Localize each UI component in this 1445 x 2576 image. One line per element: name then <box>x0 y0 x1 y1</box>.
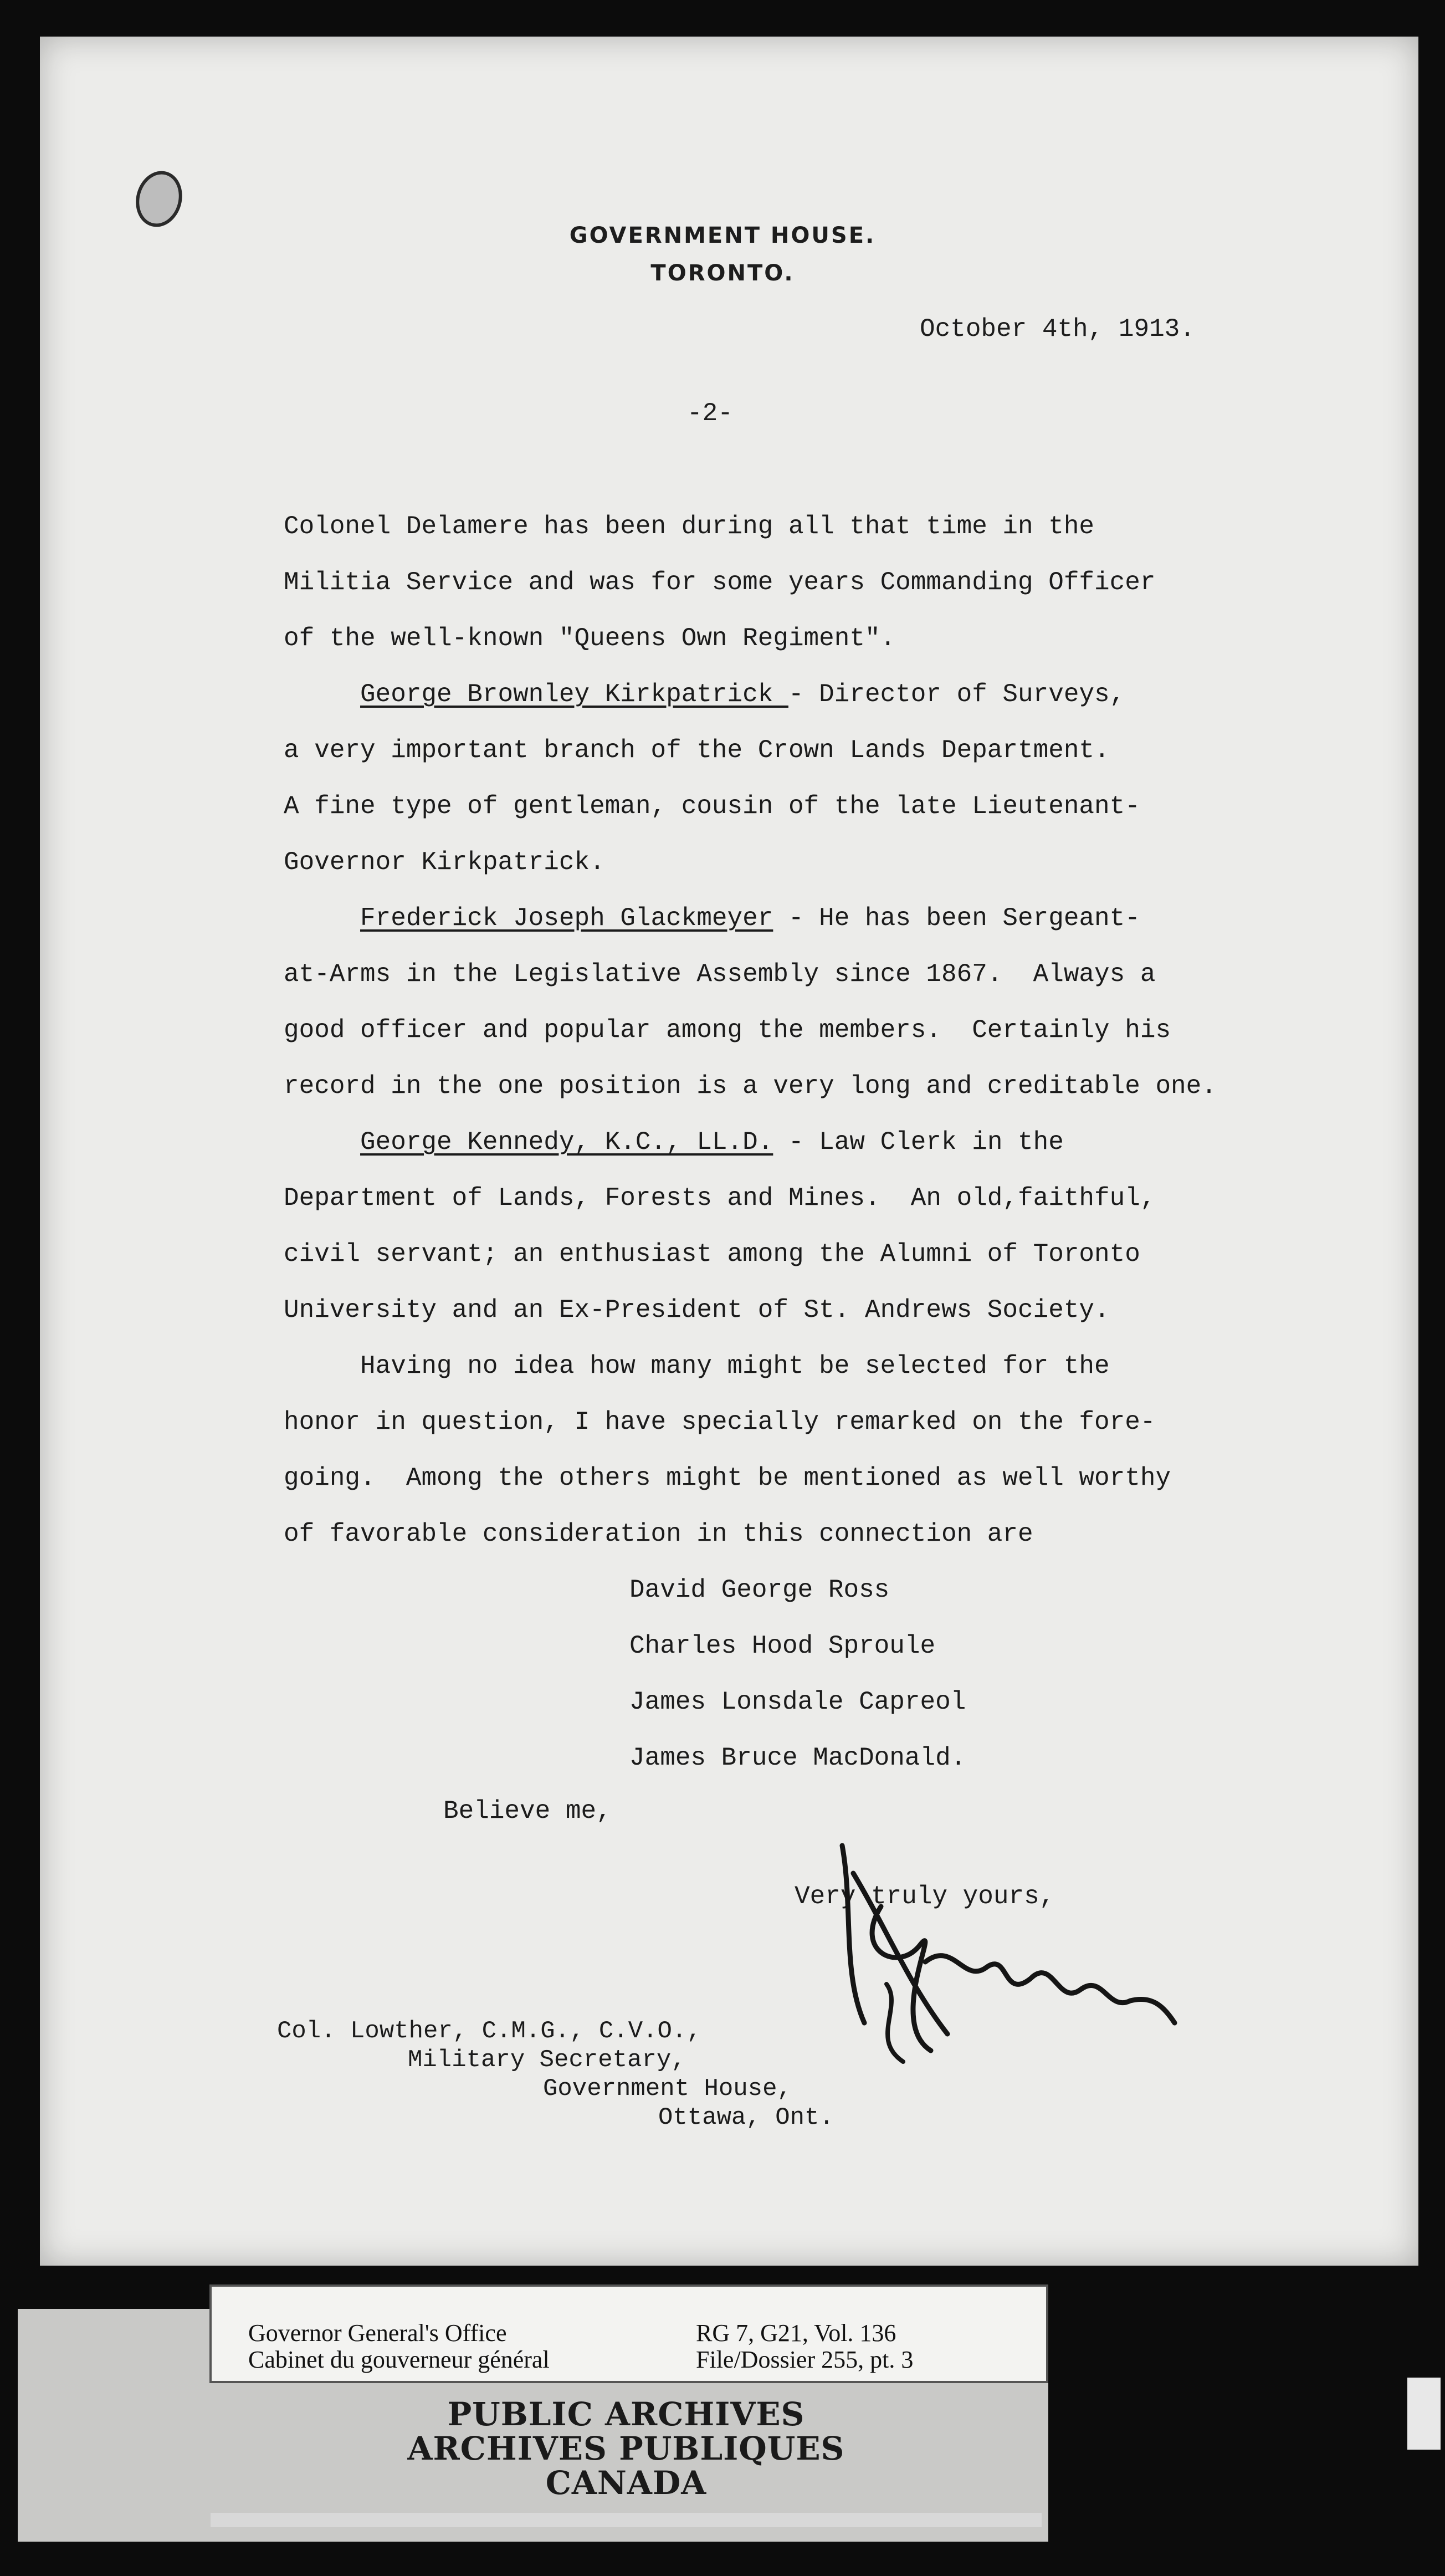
body-line <box>284 1015 1171 1046</box>
body-line-text: Having no idea how many might be selected for the <box>284 1352 1110 1381</box>
body-line-text: at-Arms in the Legislative Assembly since 1867. Always a <box>284 960 1156 989</box>
body-line <box>284 847 605 878</box>
nominee-name: Charles Hood Sproule <box>629 1632 936 1660</box>
body-line-text: University and an Ex-President of St. Andrews Society. <box>284 1296 1110 1325</box>
body-line <box>284 1351 1110 1382</box>
body-line <box>284 1519 1033 1550</box>
body-line-text: Militia Service and was for some years Commanding Officer <box>284 568 1156 597</box>
body-line-text: - He has been Sergeant- <box>773 904 1140 933</box>
nominee-name: David George Ross <box>629 1576 890 1604</box>
body-line <box>284 1127 1064 1158</box>
body-line-text: Department of Lands, Forests and Mines. An old,faithful, <box>284 1184 1156 1213</box>
underlined-name: Frederick Joseph Glackmeyer <box>360 904 773 933</box>
body-line <box>284 511 1094 542</box>
body-line <box>284 791 1140 822</box>
stamp-public-archives: PUBLIC ARCHIVES <box>447 2395 805 2433</box>
closing-yours: Very truly yours, <box>795 1882 1055 1911</box>
underlined-name: George Kennedy, K.C., LL.D. <box>360 1128 773 1157</box>
body-line <box>284 1239 1140 1270</box>
body-line-text: a very important branch of the Crown Lands Department. <box>284 736 1110 765</box>
label-office-fr: Cabinet du gouverneur général <box>248 2346 550 2373</box>
body-line-text: going. Among the others might be mentioned as well worthy <box>284 1464 1171 1493</box>
body-line <box>284 567 1155 598</box>
body-line-text: A fine type of gentleman, cousin of the late Lieutenant- <box>284 792 1140 821</box>
recipient-line-3: Government House, <box>543 2075 792 2103</box>
body-line-text: record in the one position is a very long and creditable one. <box>284 1072 1217 1101</box>
label-ref-2: File/Dossier 255, pt. 3 <box>696 2346 914 2373</box>
body-line <box>284 1295 1110 1326</box>
body-line-text: civil servant; an enthusiast among the Alumni of Toronto <box>284 1240 1140 1269</box>
nominee-name: James Lonsdale Capreol <box>629 1688 966 1716</box>
body-line-text <box>284 904 360 933</box>
closing-believe: Believe me, <box>443 1797 612 1826</box>
letterhead-line-2: TORONTO. <box>650 260 795 286</box>
recipient-line-1: Col. Lowther, C.M.G., C.V.O., <box>277 2017 701 2045</box>
body-line-text <box>284 1128 360 1157</box>
body-line <box>284 959 1155 990</box>
stamp-archives-publiques: ARCHIVES PUBLIQUES <box>407 2430 845 2467</box>
page-number: -2- <box>687 399 733 428</box>
underlined-name: George Brownley Kirkpatrick <box>360 680 788 709</box>
nominee-name: James Bruce MacDonald. <box>629 1744 966 1772</box>
body-line-text: Colonel Delamere has been during all that time in the <box>284 512 1095 541</box>
body-line-text: - Law Clerk in the <box>773 1128 1064 1157</box>
body-line-text: good officer and popular among the members. Certainly his <box>284 1016 1171 1045</box>
letterhead-line-1: GOVERNMENT HOUSE. <box>569 223 876 248</box>
stamp-canada: CANADA <box>545 2464 707 2502</box>
body-line <box>284 623 895 654</box>
recipient-line-2: Military Secretary, <box>408 2046 686 2074</box>
body-line <box>284 1071 1217 1102</box>
body-line-text: Governor Kirkpatrick. <box>284 848 605 877</box>
handwritten-signature <box>820 1840 1186 2073</box>
recipient-line-4: Ottawa, Ont. <box>658 2104 834 2132</box>
body-line-text: of the well-known "Queens Own Regiment". <box>284 624 896 653</box>
letter-date: October 4th, 1913. <box>920 315 1195 344</box>
body-line <box>284 1463 1171 1494</box>
body-line <box>284 679 1125 710</box>
body-line-text: of favorable consideration in this connection are <box>284 1520 1033 1548</box>
body-line <box>284 1407 1155 1438</box>
label-office-en: Governor General's Office <box>248 2319 507 2347</box>
body-line-text <box>284 680 360 709</box>
edge-mark <box>1407 2378 1441 2450</box>
body-line <box>284 1183 1155 1214</box>
label-bar <box>211 2513 1042 2527</box>
body-line-text: - Director of Surveys, <box>788 680 1125 709</box>
body-line <box>284 735 1110 766</box>
body-line-text: honor in question, I have specially remarked on the fore- <box>284 1408 1156 1437</box>
label-ref-1: RG 7, G21, Vol. 136 <box>696 2319 896 2347</box>
body-line <box>284 903 1140 934</box>
